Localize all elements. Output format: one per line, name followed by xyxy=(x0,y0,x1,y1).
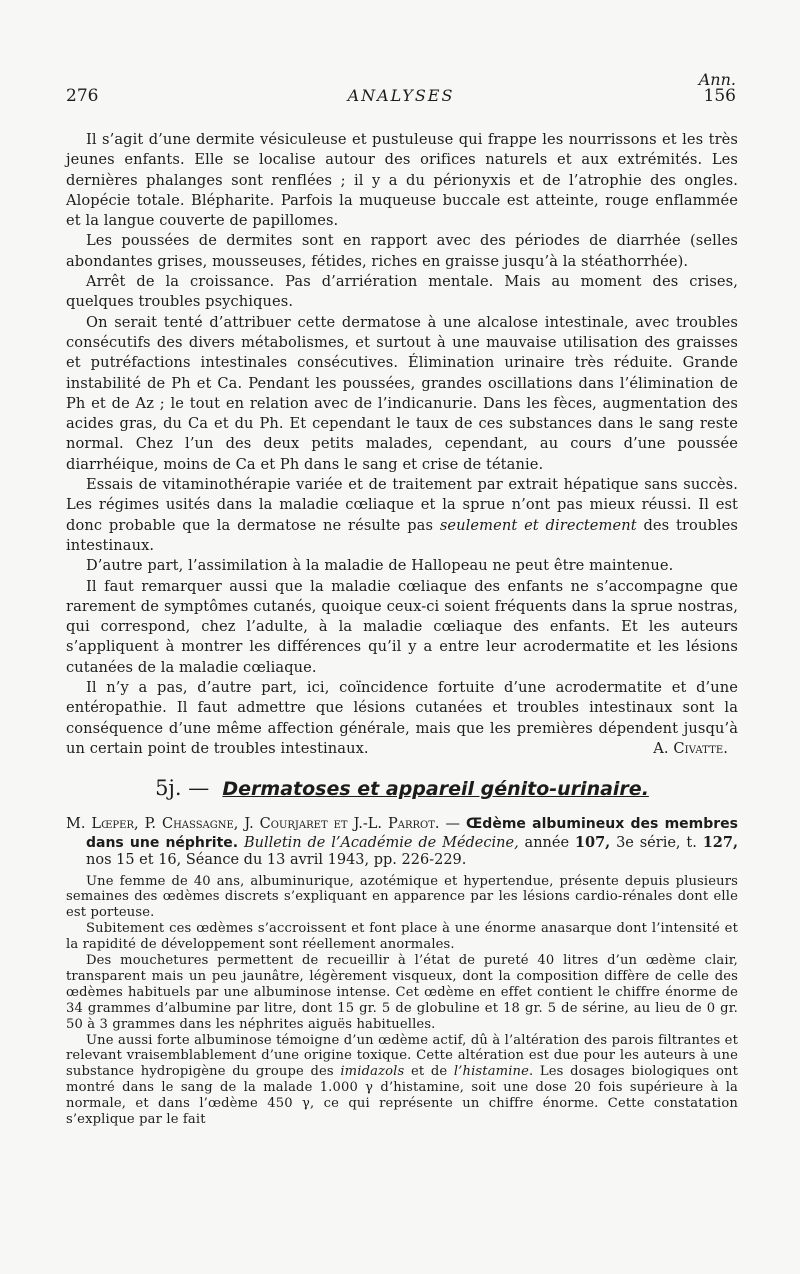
page-number: 276 xyxy=(66,86,99,106)
paragraph: D’autre part, l’assimilation à la maladie de Hallopeau ne peut être maintenue. xyxy=(86,557,674,575)
running-title: ANALYSES xyxy=(347,86,455,105)
section-heading xyxy=(66,776,738,800)
paragraph: On serait tenté d’attribuer cette dermatose à une alcalose intestinale, avec troubles consécutifs des divers métabolismes, et surtout à une mauvaise utilisation des graisses et putréfactions intestinales consécutives. Élimination urinaire très réduite. Grande instabilité de Ph et Ca. Pendant les poussées, grandes oscillations dans l’élimination de Ph et de Az ; le tout en relation avec de l’indicanurie. Dans les fèces, augmentation des acides gras, du Ca et du Ph. Et cependant le taux de ces substances dans le sang reste normal. Chez l’un des deux petits malades, cependant, au cours d’une poussée diarrhéique, moins de Ca et Ph dans le sang et crise de tétanie. xyxy=(66,313,738,473)
volume-number: 156 xyxy=(703,86,736,106)
abstract-entry xyxy=(66,816,738,1128)
paragraph: Il n’y a pas, d’autre part, ici, coïncidence fortuite d’une acrodermatite et d’une entéropathie. Il faut admettre que lésions cutanées et troubles intestinaux sont la conséquence d’une même affection générale, mais que les premières dépendent jusqu’à un certain point de troubles intestinaux. A. Civatte. xyxy=(66,678,738,759)
emphasis: seulement et directement xyxy=(439,516,637,534)
analysis-text xyxy=(66,130,738,759)
paragraph: Essais de vitaminothérapie variée et de traitement par extrait hépatique sans succès. Les régimes usités dans la maladie cœliaque et la sprue n’ont pas mieux réussi. Il est donc probable que la dermatose ne résulte pas seulement et directement des troubles intestinaux. xyxy=(66,476,738,554)
author-signature: A. Civatte. xyxy=(653,739,728,757)
paragraph: Les poussées de dermites sont en rapport avec des périodes de diarrhée (selles abondantes grises, mousseuses, fétides, riches en graisse jusqu’à la stéathorrhée). xyxy=(66,232,738,270)
paragraph: Arrêt de la croissance. Pas d’arriération mentale. Mais au moment des crises, quelques troubles psychiques. xyxy=(66,273,738,311)
header-ann: Ann. xyxy=(698,70,736,89)
paragraph: Il faut remarquer aussi que la maladie cœliaque des enfants ne s’accompagne que rarement de symptômes cutanés, quoique ceux-ci soient fréquents dans la sprue nostras, qui correspond, chez l’adulte, à la maladie cœliaque des enfants. Et les auteurs s’appliquent à montrer les différences qu’il y a entre leur acrodermatite et les lésions cutanées de la maladie cœliaque. xyxy=(66,577,738,676)
journal-name: Bulletin de l’Académie de Médecine, xyxy=(243,834,519,851)
page-header xyxy=(66,70,736,110)
section-title: Dermatoses et appareil génito-urinaire. xyxy=(222,778,649,800)
bibliographic-reference: M. Lœper, P. Chassagne, J. Courjaret et J.-L. Parrot. — Œdème albumineux des membres dans une néphrite. Bulletin de l’Académie de Médecine, année 107, 3e série, t. 127, nos 15 et 16, Séance du 13 avril 1943, pp. 226-229. xyxy=(66,816,739,868)
section-number: 5j. — xyxy=(155,776,210,800)
article-title: Œdème albumineux des membres dans une néphrite. xyxy=(86,816,738,851)
paragraph: Une femme de 40 ans, albuminurique, azotémique et hypertendue, présente depuis plusieurs semaines des œdèmes discrets s’expliquant en apparence par les lésions cardio-rénales dont elle est porteuse. xyxy=(66,873,738,921)
paragraph: Subitement ces œdèmes s’accroissent et font place à une énorme anasarque dont l’intensité et la rapidité de développement sont réellement anormales. xyxy=(66,921,738,953)
paragraph: Des mouchetures permettent de recueillir à l’état de pureté 40 litres d’un œdème clair, transparent mais un peu jaunâtre, légèrement visqueux, dont la composition diffère de celle des œdèmes habituels par une albuminose intense. Cet œdème en effet contient le chiffre énorme de 34 grammes d’albumine par litre, dont 15 gr. 5 de globuline et 18 gr. 5 de sérine, au lieu de 0 gr. 50 à 3 grammes dans les néphrites aiguës habituelles. xyxy=(66,953,738,1032)
authors: M. Lœper, P. Chassagne, J. Courjaret et J.-L. Parrot. — xyxy=(66,816,460,832)
paragraph: Il s’agit d’une dermite vésiculeuse et pustuleuse qui frappe les nourrissons et les très jeunes enfants. Elle se localise autour des orifices naturels et aux extrémités. Les dernières phalanges sont renflées ; il y a du périonyxis et de l’atrophie des ongles. Alopécie totale. Blépharite. Parfois la muqueuse buccale est atteinte, rouge enflammée et la langue couverte de papillomes. xyxy=(66,131,738,230)
paragraph: Une aussi forte albuminose témoigne d’un œdème actif, dû à l’altération des parois filtrantes et relevant vraisemblablement d’une origine toxique. Cette altération est due pour les auteurs à une substance hydropigène du groupe des imidazols et de l’histamine. Les dosages biologiques ont montré dans le sang de la malade 1.000 γ d’histamine, soit une dose 20 fois supérieure à la normale, et dans l’œdème 450 γ, ce qui représente un chiffre énorme. Cette constatation s’explique par le fait xyxy=(66,1032,739,1128)
